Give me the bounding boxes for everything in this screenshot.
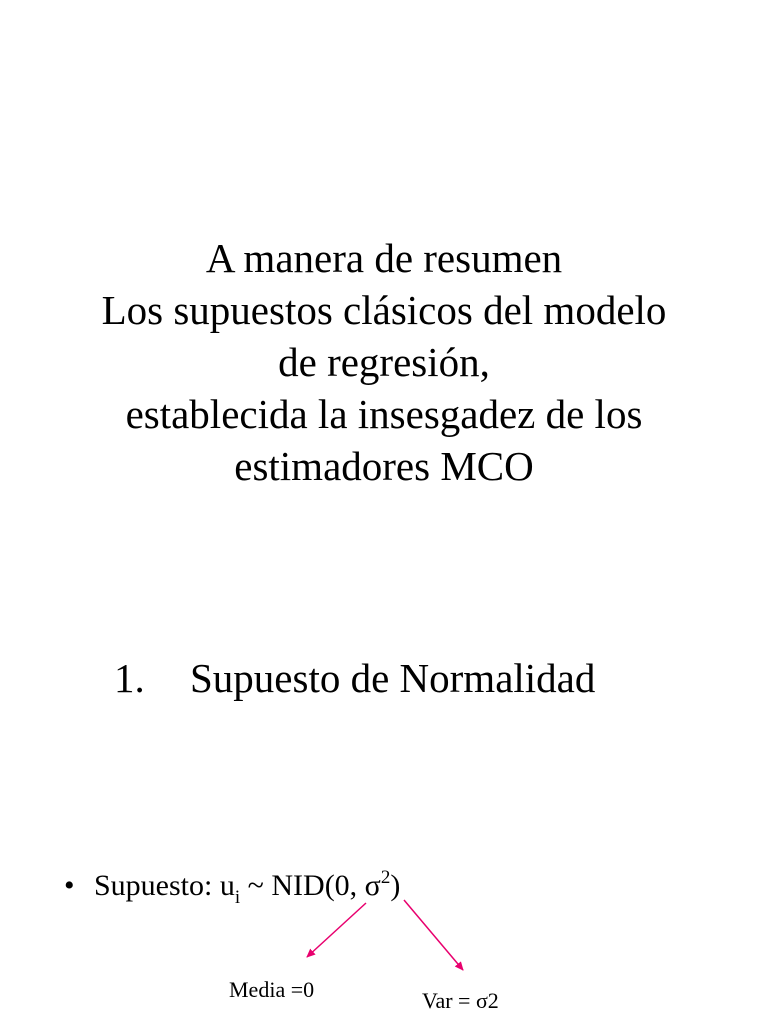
assumption-suffix: )	[390, 869, 401, 902]
variance-label: Var = σ2	[422, 988, 499, 1013]
bullet-icon: •	[64, 869, 75, 902]
assumption-subscript: i	[234, 887, 241, 908]
heading-text: Supuesto de Normalidad	[190, 655, 596, 701]
title-line-3: de regresión,	[278, 339, 490, 385]
mean-arrow	[307, 903, 366, 957]
mean-label: Media =0	[229, 977, 315, 1002]
title-line-4: establecida la insesgadez de los	[125, 391, 643, 437]
heading-number: 1.	[114, 655, 145, 701]
title-line-2: Los supuestos clásicos del modelo	[101, 287, 667, 333]
assumption-middle: ~ NID(0, σ	[240, 869, 381, 902]
assumption-prefix: Supuesto: u	[94, 869, 235, 902]
assumption-superscript: 2	[380, 867, 391, 888]
variance-arrow	[404, 900, 463, 970]
title-line-1: A manera de resumen	[205, 235, 563, 281]
title-line-5: estimadores MCO	[234, 443, 534, 489]
